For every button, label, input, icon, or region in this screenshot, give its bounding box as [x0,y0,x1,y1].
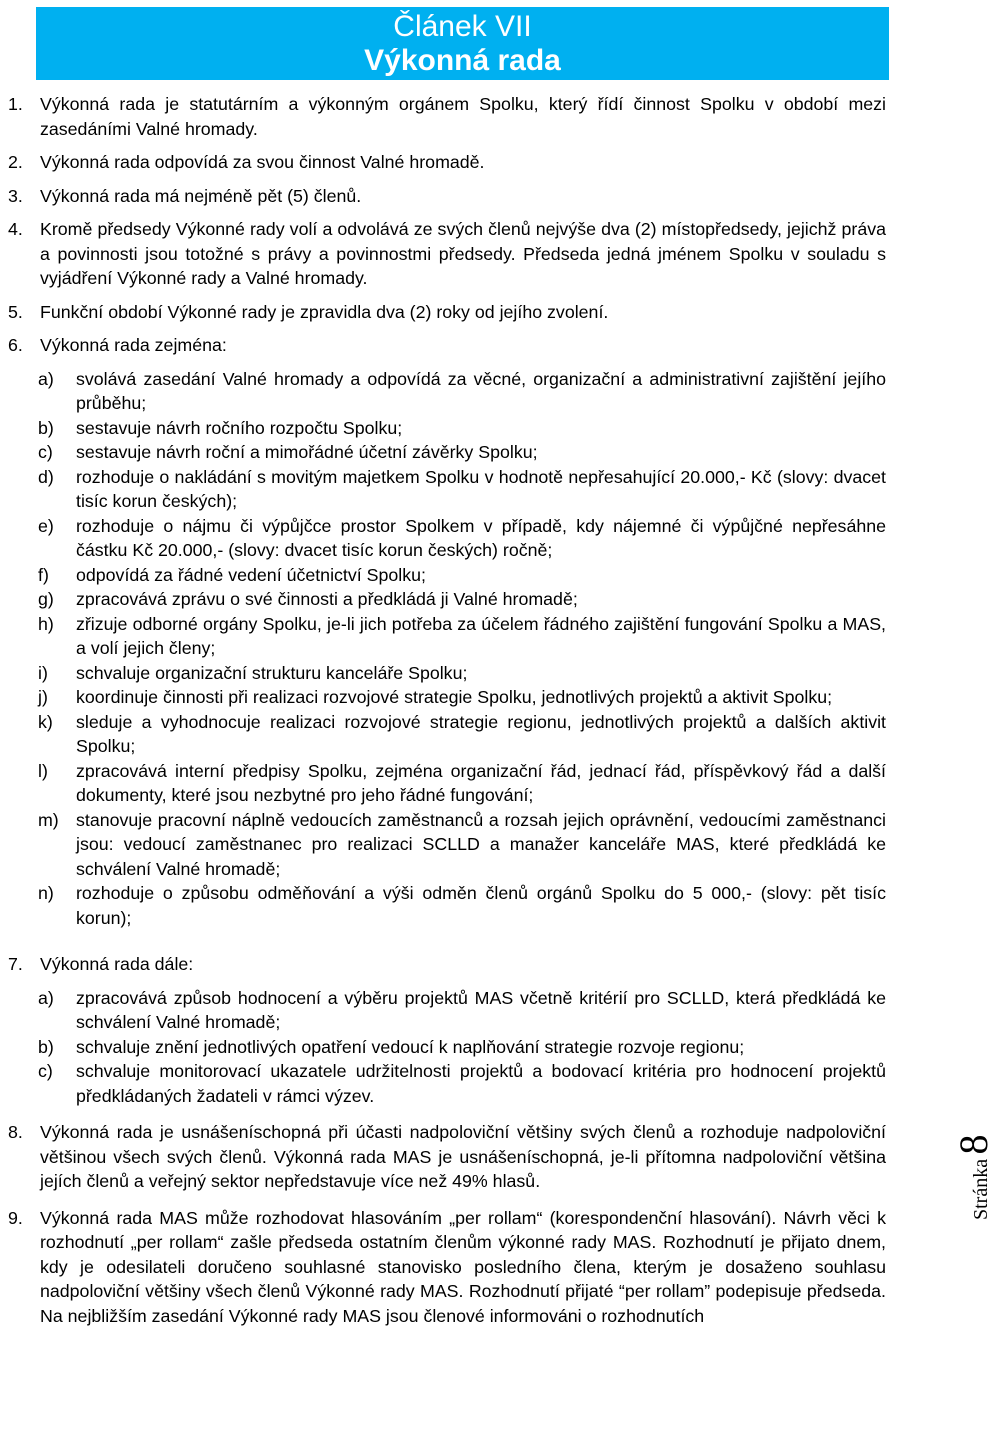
page-label: Stránka [970,1158,992,1220]
sublist-text: zpracovává způsob hodnocení a výběru projektů MAS včetně kritérií pro SCLLD, která předkládá ke schválení Valné hromadě; [76,987,886,1032]
sublist-text: schvaluje organizační strukturu kanceláře Spolku; [76,662,468,683]
sublist-further-duties [0,986,886,1109]
sublist-item [0,1035,886,1060]
list-item [0,333,886,358]
item-text: Výkonná rada má nejméně pět (5) členů. [40,185,362,206]
sublist-letter: e) [38,515,54,536]
sublist-letter: a) [38,368,54,389]
item-text: Výkonná rada je usnášeníschopná při účasti nadpoloviční většiny svých členů a rozhoduje nadpoloviční většinou všech svých členů. Výkonná rada MAS je usnášeníschopná, je-li přítomna nadpoloviční většina jejích členů a veřejný sektor nepředstavuje více než 49% hlasů. [40,1122,886,1191]
sublist-letter: m) [38,809,59,830]
list-item [0,184,886,209]
sublist-letter: l) [38,760,48,781]
item-number: 8. [8,1122,23,1142]
sublist-item [0,808,886,882]
sublist-letter: b) [38,417,54,438]
list-item [0,952,886,977]
item-number: 3. [8,185,23,206]
sublist-text: sleduje a vyhodnocuje realizaci rozvojové strategie regionu, jednotlivých projektů a dalších aktivit Spolku; [76,711,886,756]
article-number: Článek VII [393,10,532,43]
sublist-text: schvaluje znění jednotlivých opatření vedoucí k naplňování strategie rozvoje regionu; [76,1036,745,1057]
sublist-letter: n) [38,883,54,903]
sublist-letter: k) [38,711,53,732]
sublist-text: zřizuje odborné orgány Spolku, je-li jich potřeba za účelem řádného zajištění fungování Spolku a MAS, a volí jejich členy; [76,613,886,658]
page-number: 8 [951,1134,996,1155]
sublist-text: svolává zasedání Valné hromady a odpovídá za věcné, organizační a administrativní zajištění jejího průběhu; [76,368,886,413]
page-number-footer [951,1134,996,1220]
sublist-item [0,661,886,686]
item-text: Výkonná rada dále: [40,954,194,974]
sublist-item [0,514,886,563]
article-header [36,7,889,80]
sublist-item [0,986,886,1035]
item-text: Funkční období Výkonné rady je zpravidla dva (2) roky od jejího zvolení. [40,301,609,322]
sublist-letter: c) [38,1061,53,1081]
list-item [0,1206,886,1329]
sublist-text: rozhoduje o nakládání s movitým majetkem Spolku v hodnotě nepřesahující 20.000,- Kč (slovy: dvacet tisíc korun českých); [76,466,886,511]
list-item [0,150,886,175]
item-text: Výkonná rada je statutárním a výkonným orgánem Spolku, který řídí činnost Spolku v období mezi zasedáními Valné hromady. [40,94,886,139]
item-text: Výkonná rada odpovídá za svou činnost Valné hromadě. [40,152,485,172]
sublist-text: koordinuje činnosti při realizaci rozvojové strategie Spolku, jednotlivých projektů a aktivit Spolku; [76,687,833,707]
sublist-item [0,416,886,441]
sublist-item [0,612,886,661]
sublist-item [0,1059,886,1108]
sublist-letter: g) [38,589,54,609]
sublist-letter: c) [38,442,53,462]
sublist-text: odpovídá za řádné vedení účetnictví Spolku; [76,564,426,585]
sublist-letter: a) [38,987,54,1008]
sublist-item [0,685,886,710]
document-body [0,92,886,1337]
sublist-text: sestavuje návrh roční a mimořádné účetní závěrky Spolku; [76,442,538,462]
list-item [0,92,886,141]
item-number: 5. [8,301,23,322]
sublist-item [0,440,886,465]
sublist-item [0,465,886,514]
sublist-text: rozhoduje o nájmu či výpůjčce prostor Spolkem v případě, kdy nájemné či výpůjčné nepřesáhne částku Kč 20.000,- (slovy: dvacet tisíc korun českých) ročně; [76,515,886,560]
item-number: 6. [8,335,23,355]
sublist-letter: i) [38,662,48,683]
sublist-letter: d) [38,466,54,487]
sublist-text: sestavuje návrh ročního rozpočtu Spolku; [76,417,403,438]
sublist-item [0,367,886,416]
sublist-item [0,710,886,759]
sublist-item [0,563,886,588]
sublist-text: schvaluje monitorovací ukazatele udržitelnosti projektů a bodovací kritéria pro hodnocení projektů předkládaných žadateli v rámci výzev. [76,1061,886,1106]
sublist-letter: h) [38,613,54,634]
sublist-item [0,881,886,930]
article-title: Výkonná rada [364,44,561,77]
sublist-text: zpracovává zprávu o své činnosti a předkládá ji Valné hromadě; [76,589,578,609]
item-text: Výkonná rada zejména: [40,335,227,355]
list-item [0,300,886,325]
sublist-item [0,759,886,808]
sublist-text: rozhoduje o způsobu odměňování a výši odměn členů orgánů Spolku do 5 000,- (slovy: pět tisíc korun); [76,883,886,928]
sublist-letter: f) [38,564,49,585]
item-number: 7. [8,954,23,974]
item-text: Kromě předsedy Výkonné rady volí a odvolává ze svých členů nejvýše dva (2) místopředsedy, jejichž práva a povinnosti jsou totožné s právy a povinnostmi předsedy. Předseda jedná jménem Spolku v souladu s vyjádření Výkonné rady a Valné hromady. [40,219,886,288]
list-item [0,217,886,291]
sublist-item [0,587,886,612]
item-number: 9. [8,1207,23,1228]
sublist-text: zpracovává interní předpisy Spolku, zejména organizační řád, jednací řád, příspěvkový řád a další dokumenty, které jsou nezbytné pro jeho řádné fungování; [76,760,886,805]
list-item [0,1120,886,1194]
sublist-duties [0,367,886,931]
item-number: 2. [8,152,23,172]
sublist-letter: j) [38,687,48,707]
item-number: 1. [8,94,23,114]
item-text: Výkonná rada MAS může rozhodovat hlasováním „per rollam“ (korespondenční hlasování). Návrh věci k rozhodnutí „per rollam“ zašle předseda ostatním členům výkonné rady MAS. Rozhodnutí je přijato dnem, kdy je odesilateli doručeno souhlasné stanovisko posledního člena, kterým je dosaženo souhlasu nadpoloviční většiny všech členů Výkonné rady MAS. Rozhodnutí přijaté “per rollam” podepisuje předseda. Na nejbližším zasedání Výkonné rady MAS jsou členové informováni o rozhodnutích [40,1207,886,1326]
sublist-letter: b) [38,1036,54,1057]
item-number: 4. [8,219,23,239]
sublist-text: stanovuje pracovní náplně vedoucích zaměstnanců a rozsah jejich oprávnění, vedoucími zaměstnanci jsou: vedoucí zaměstnanec pro realizaci SCLLD a manažer kanceláře MAS, které předkládá ke schválení Valné hromadě; [76,809,886,879]
